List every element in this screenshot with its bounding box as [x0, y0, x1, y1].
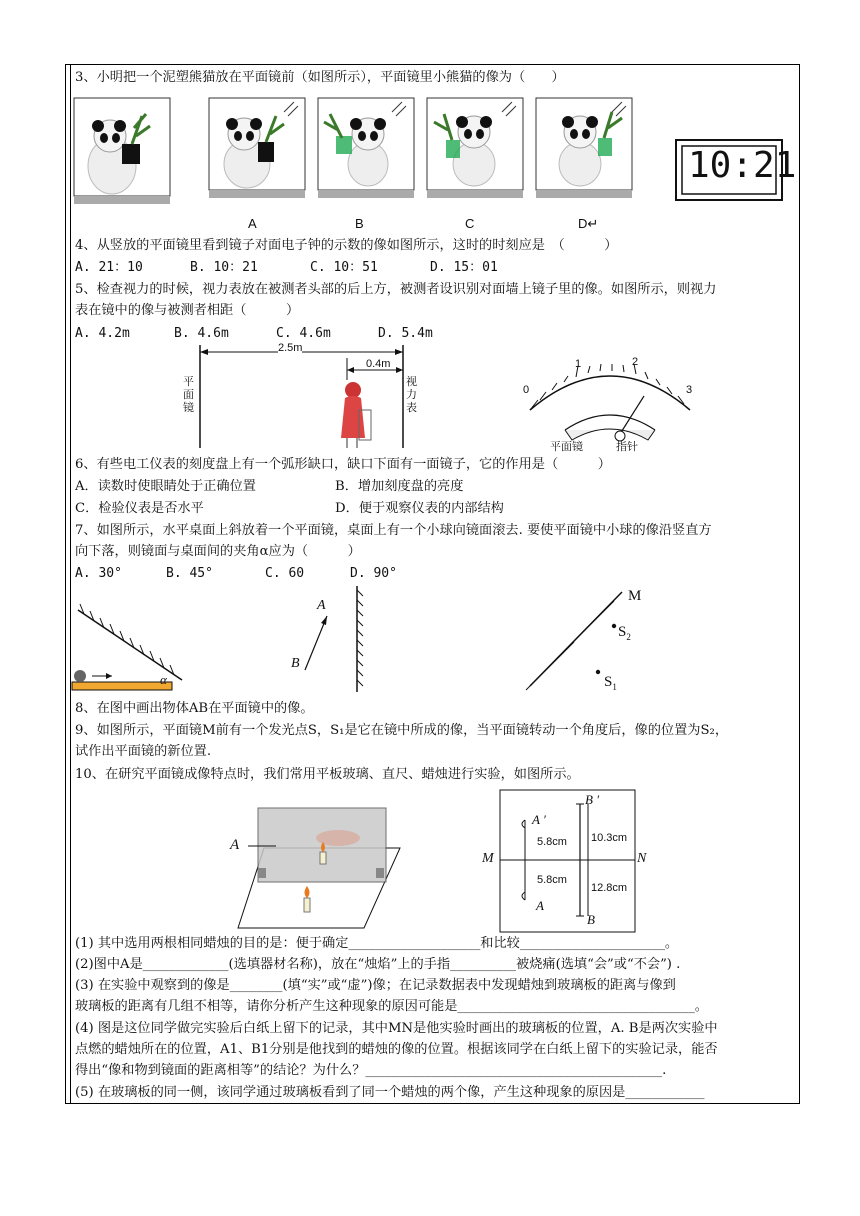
q6-option-d: D．便于观察仪表的内部结构	[335, 501, 504, 516]
q4-option-c: C. 10：51	[310, 260, 378, 275]
meter-tick-0: 0	[523, 384, 530, 396]
record-a-prime: A ′	[532, 812, 546, 827]
q10-stem: 10、在研究平面镜成像特点时，我们常用平板玻璃、直尺、蜡烛进行实验，如图所示。	[75, 767, 580, 782]
record-dist-1: 5.8cm	[537, 836, 567, 848]
q6-option-b: B．增加刻度盘的亮度	[335, 479, 464, 494]
q8-stem: 8、在图中画出物体AB在平面镜中的像。	[75, 701, 314, 716]
point-b-label: B	[291, 656, 300, 671]
q5-option-c: C. 4.6m	[276, 326, 331, 341]
q7-stem-line2: 向下落，则镜面与桌面间的夹角α应为（ ）	[75, 544, 361, 559]
panda-option-a	[209, 98, 305, 198]
q10-part3-line1: (3) 在实验中观察到的像是________(填“实”或“虚”)像；在记录数据表中发现蜡烛到玻璃板的距离与像到	[75, 978, 676, 993]
s1-label: $S_1$	[604, 674, 617, 692]
q7-option-b: B. 45°	[166, 566, 213, 581]
q4-option-a: A. 21：10	[75, 260, 143, 275]
option-label-c: C	[465, 216, 475, 231]
meter-tick-3: 3	[686, 384, 693, 396]
option-label-b: B	[355, 216, 364, 231]
eye-test-diagram	[175, 340, 425, 452]
chart-vertical-label: 视力表	[406, 376, 417, 414]
q4-option-b: B. 10：21	[190, 260, 258, 275]
q6-stem: 6、有些电工仪表的刻度盘上有一个弧形缺口，缺口下面有一面镜子，它的作用是（ ）	[75, 457, 611, 472]
q10-part4-line2: 点燃的蜡烛所在的位置，A1、B1分别是他找到的蜡烛的像的位置。根据该同学在白纸上留下的实验记录，能否	[75, 1042, 718, 1057]
meter-tick-1: 1	[575, 358, 582, 370]
glass-candle-diagram	[228, 802, 408, 936]
q7-stem-line1: 7、如图所示，水平桌面上斜放着一个平面镜，桌面上有一个小球向镜面滚去. 要使平面镜中小球的像沿竖直方	[75, 523, 712, 538]
q5-option-b: B. 4.6m	[174, 326, 229, 341]
mirror-m-label: M	[628, 588, 642, 604]
person-icon	[341, 382, 371, 448]
record-dist-4: 12.8cm	[591, 882, 628, 894]
q5-stem-line1: 5、检查视力的时候，视力表放在被测者头部的后上方，被测者设识别对面墙上镜子里的像。如图所示，则视力	[75, 282, 717, 297]
record-b: B	[587, 912, 595, 927]
panda-original	[74, 98, 170, 204]
q10-part1: (1) 其中选用两根相同蜡烛的目的是：便于确定____________________和比较______________________。	[75, 936, 679, 951]
q5-option-d: D. 5.4m	[378, 326, 433, 341]
panda-option-b	[318, 98, 414, 198]
record-sheet-diagram	[480, 786, 650, 936]
q10-part4-line1: (4) 图是这位同学做完实验后白纸上留下的记录，其中MN是他实验时画出的玻璃板的位置，A. B是两次实验中	[75, 1021, 718, 1036]
q7-option-d: D. 90°	[350, 566, 397, 581]
q10-part5: (5) 在玻璃板的同一侧，该同学通过玻璃板看到了同一个蜡烛的两个像，产生这种现象的原因是____________	[75, 1085, 705, 1100]
distance-label-2-5m: 2.5m	[278, 342, 303, 354]
record-b-prime: B ′	[585, 792, 600, 807]
meter-pointer-label: 指针	[616, 441, 638, 453]
q10-part2: (2)图中A是_____________(选填器材名称)，放在“烛焰”上的手指__________被烧痛(选填“会”或“不会”) .	[75, 957, 681, 972]
q5-option-a: A. 4.2m	[75, 326, 130, 341]
object-ab-diagram	[285, 582, 375, 694]
left-margin-line	[70, 64, 71, 1104]
q6-option-a: A．读数时使眼睛处于正确位置	[75, 479, 256, 494]
record-dist-2: 10.3cm	[591, 832, 628, 844]
clock-display: 10:21	[688, 145, 797, 186]
q9-stem-line1: 9、如图所示，平面镜M前有一个发光点S，S₁是它在镜中所成的像，当平面镜转动一个角度后，像的位置为S₂，	[75, 723, 729, 738]
q4-stem: 4、从竖放的平面镜里看到镜子对面电子钟的示数的像如图所示，这时的时刻应是 （ ）	[75, 238, 618, 253]
meter-mirror-label: 平面镜	[550, 441, 583, 453]
glass-a-label: A	[230, 837, 240, 853]
meter-tick-2: 2	[632, 356, 639, 368]
q10-part3-line2: 玻璃板的距离有几组不相等，请你分析产生这种现象的原因可能是____________________________________。	[75, 999, 708, 1014]
distance-label-0-4m: 0.4m	[366, 358, 391, 370]
q4-option-d: D. 15：01	[430, 260, 498, 275]
q3-stem: 3、小明把一个泥塑熊猫放在平面镜前（如图所示），平面镜里小熊猫的像为（ ）	[75, 70, 565, 85]
q9-stem-line2: 试作出平面镜的新位置.	[75, 744, 212, 759]
q7-option-c: C. 60	[265, 566, 305, 581]
record-a: A	[536, 898, 544, 913]
alpha-label: α	[160, 672, 167, 687]
option-label-a: A	[248, 216, 257, 231]
panda-option-d	[536, 98, 632, 198]
q10-part4-line3: 得出“像和物到镜面的距离相等”的结论？为什么？_____________________________________________.	[75, 1063, 667, 1078]
q5-stem-line2: 表在镜中的像与被测者相距（ ）	[75, 303, 300, 318]
point-a-label: A	[317, 598, 326, 613]
record-n: N	[637, 851, 647, 866]
record-dist-3: 5.8cm	[537, 874, 567, 886]
s2-label: $S_2$	[618, 624, 631, 642]
record-m: M	[482, 851, 494, 866]
panda-option-c	[427, 98, 523, 198]
option-label-d: D↵	[578, 216, 599, 231]
q6-option-c: C．检验仪表是否水平	[75, 501, 204, 516]
q7-option-a: A. 30°	[75, 566, 122, 581]
meter-dial-diagram	[520, 352, 700, 452]
mirror-vertical-label: 平面镜	[183, 376, 194, 414]
inclined-mirror-diagram	[70, 600, 200, 696]
